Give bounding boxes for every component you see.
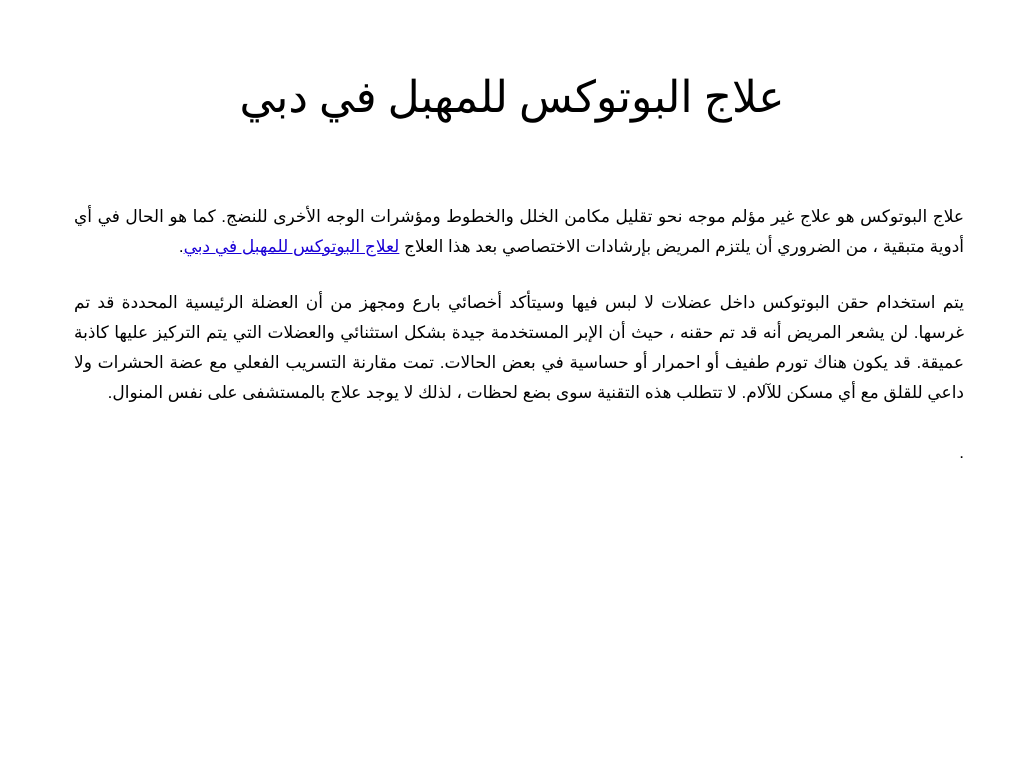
slide-title: علاج البوتوكس للمهبل في دبي [239, 73, 785, 122]
paragraph-intro-end: . [178, 237, 184, 256]
slide-body [74, 202, 964, 494]
paragraph-intro-text: علاج البوتوكس هو علاج غير مؤلم موجه نحو تقليل مكامن الخلل والخطوط ومؤشرات الوجه الأخرى للنضج. كما هو الحال في أي أدوية متبقية ، من الضروري أن يلتزم المريض بإرشادات الاختصاصي بعد هذا العلاج [74, 207, 964, 256]
paragraph-intro [74, 202, 964, 262]
paragraph-procedure: يتم استخدام حقن البوتوكس داخل عضلات لا لبس فيها وسيتأكد أخصائي بارع ومجهز من أن العضلة الرئيسية المحددة قد تم غرسها. لن يشعر المريض أنه قد تم حقنه ، حيث أن الإبر المستخدمة جيدة بشكل استثنائي والعضلات التي يتم التركيز عليها كاذبة عميقة. قد يكون هناك تورم طفيف أو احمرار أو حساسية في بعض الحالات. تمت مقارنة التسريب الفعلي مع عضة الحشرات ولا داعي للقلق مع أي مسكن للآلام. لا تتطلب هذه التقنية سوى بضع لحظات ، لذلك لا يوجد علاج بالمستشفى على نفس المنوال. [74, 293, 964, 402]
trailing-dot: . [959, 443, 964, 462]
botox-treatment-link[interactable]: لعلاج البوتوكس للمهبل في دبي [183, 237, 400, 256]
